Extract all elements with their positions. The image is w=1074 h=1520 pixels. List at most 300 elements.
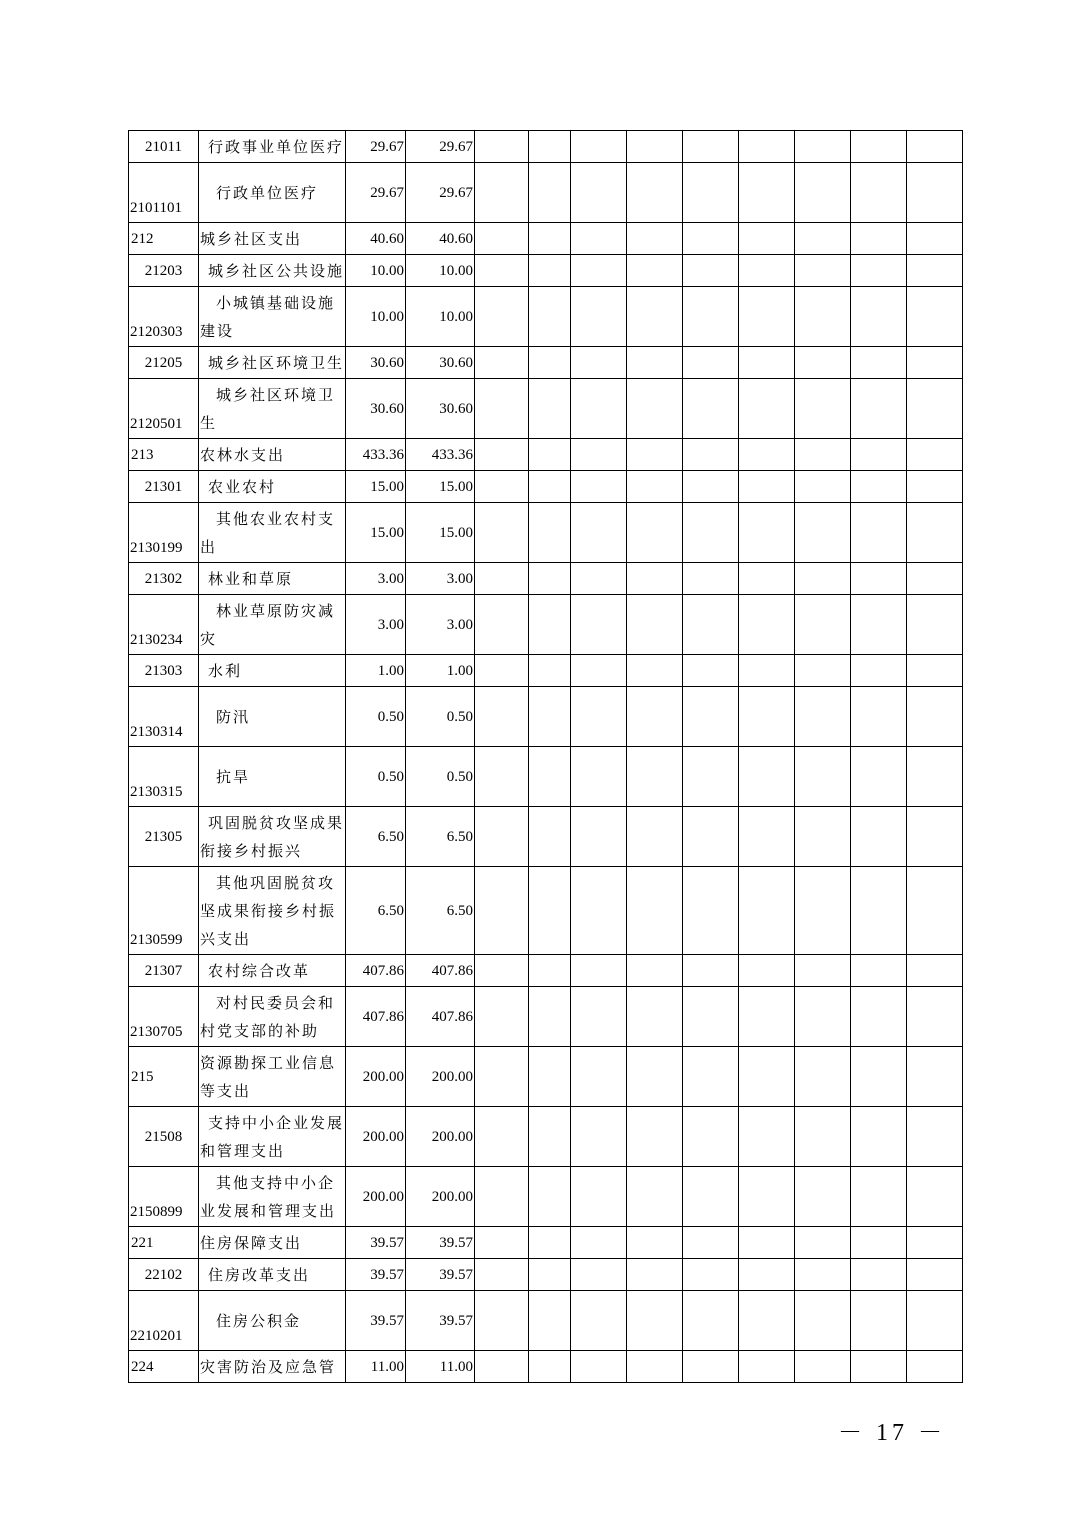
empty-cell [529, 347, 571, 379]
empty-cell [795, 563, 851, 595]
total-amount-cell: 30.60 [346, 347, 406, 379]
empty-cell [907, 955, 963, 987]
empty-cell [683, 955, 739, 987]
subject-code-cell: 22102 [129, 1259, 199, 1291]
amount-cell: 15.00 [406, 503, 475, 563]
subject-name-cell: 灾害防治及应急管 [199, 1351, 346, 1383]
empty-cell [795, 655, 851, 687]
total-amount-cell: 0.50 [346, 747, 406, 807]
empty-cell [475, 807, 529, 867]
amount-cell: 200.00 [406, 1047, 475, 1107]
empty-cell [475, 347, 529, 379]
empty-cell [571, 1259, 627, 1291]
empty-cell [795, 1047, 851, 1107]
empty-cell [529, 807, 571, 867]
empty-cell [529, 439, 571, 471]
subject-name-cell: 城乡社区环境卫生 [199, 347, 346, 379]
empty-cell [475, 955, 529, 987]
empty-cell [529, 379, 571, 439]
empty-cell [907, 867, 963, 955]
empty-cell [851, 1351, 907, 1383]
empty-cell [851, 807, 907, 867]
empty-cell [571, 255, 627, 287]
amount-cell: 11.00 [406, 1351, 475, 1383]
empty-cell [683, 687, 739, 747]
subject-code-cell: 2150899 [129, 1167, 199, 1227]
empty-cell [739, 1167, 795, 1227]
empty-cell [739, 655, 795, 687]
amount-cell: 10.00 [406, 287, 475, 347]
table-row [129, 655, 963, 687]
empty-cell [907, 655, 963, 687]
empty-cell [627, 347, 683, 379]
table-row [129, 223, 963, 255]
empty-cell [529, 1227, 571, 1259]
table-row [129, 867, 963, 955]
table-row [129, 807, 963, 867]
budget-table-body [129, 131, 963, 1383]
amount-cell: 30.60 [406, 379, 475, 439]
empty-cell [683, 1047, 739, 1107]
amount-cell: 407.86 [406, 987, 475, 1047]
empty-cell [627, 955, 683, 987]
empty-cell [795, 1351, 851, 1383]
empty-cell [907, 1259, 963, 1291]
empty-cell [795, 347, 851, 379]
total-amount-cell: 407.86 [346, 955, 406, 987]
empty-cell [475, 687, 529, 747]
empty-cell [907, 439, 963, 471]
amount-cell: 200.00 [406, 1107, 475, 1167]
empty-cell [851, 987, 907, 1047]
empty-cell [907, 131, 963, 163]
table-row [129, 1107, 963, 1167]
empty-cell [683, 379, 739, 439]
empty-cell [795, 867, 851, 955]
empty-cell [795, 287, 851, 347]
amount-cell: 29.67 [406, 131, 475, 163]
empty-cell [571, 987, 627, 1047]
subject-code-cell: 2130599 [129, 867, 199, 955]
empty-cell [475, 255, 529, 287]
total-amount-cell: 29.67 [346, 163, 406, 223]
empty-cell [529, 287, 571, 347]
subject-code-cell: 21011 [129, 131, 199, 163]
empty-cell [851, 471, 907, 503]
subject-code-cell: 213 [129, 439, 199, 471]
empty-cell [851, 287, 907, 347]
amount-cell: 39.57 [406, 1227, 475, 1259]
empty-cell [571, 1227, 627, 1259]
empty-cell [683, 503, 739, 563]
amount-cell: 3.00 [406, 595, 475, 655]
empty-cell [627, 379, 683, 439]
total-amount-cell: 39.57 [346, 1227, 406, 1259]
empty-cell [851, 1047, 907, 1107]
empty-cell [475, 287, 529, 347]
subject-name-cell: 住房保障支出 [199, 1227, 346, 1259]
empty-cell [739, 1291, 795, 1351]
empty-cell [907, 1351, 963, 1383]
table-row [129, 347, 963, 379]
empty-cell [683, 1107, 739, 1167]
empty-cell [739, 471, 795, 503]
empty-cell [475, 747, 529, 807]
subject-name-cell: 城乡社区环境卫生 [199, 379, 346, 439]
empty-cell [739, 503, 795, 563]
empty-cell [475, 595, 529, 655]
empty-cell [739, 595, 795, 655]
empty-cell [795, 955, 851, 987]
amount-cell: 0.50 [406, 747, 475, 807]
subject-name-cell: 住房改革支出 [199, 1259, 346, 1291]
empty-cell [627, 867, 683, 955]
amount-cell: 39.57 [406, 1259, 475, 1291]
subject-code-cell: 2101101 [129, 163, 199, 223]
empty-cell [795, 503, 851, 563]
empty-cell [627, 131, 683, 163]
empty-cell [475, 503, 529, 563]
empty-cell [851, 255, 907, 287]
table-row [129, 595, 963, 655]
subject-name-cell: 防汛 [199, 687, 346, 747]
subject-name-cell: 对村民委员会和村党支部的补助 [199, 987, 346, 1047]
empty-cell [475, 1351, 529, 1383]
table-row [129, 131, 963, 163]
empty-cell [683, 439, 739, 471]
empty-cell [683, 1351, 739, 1383]
empty-cell [475, 987, 529, 1047]
empty-cell [627, 747, 683, 807]
total-amount-cell: 200.00 [346, 1047, 406, 1107]
total-amount-cell: 40.60 [346, 223, 406, 255]
empty-cell [851, 439, 907, 471]
empty-cell [475, 1167, 529, 1227]
table-row [129, 379, 963, 439]
amount-cell: 6.50 [406, 867, 475, 955]
empty-cell [683, 867, 739, 955]
table-row [129, 287, 963, 347]
total-amount-cell: 29.67 [346, 131, 406, 163]
empty-cell [795, 687, 851, 747]
empty-cell [627, 471, 683, 503]
empty-cell [739, 223, 795, 255]
subject-name-cell: 抗旱 [199, 747, 346, 807]
empty-cell [627, 1167, 683, 1227]
subject-code-cell: 2130314 [129, 687, 199, 747]
empty-cell [627, 595, 683, 655]
empty-cell [475, 131, 529, 163]
empty-cell [739, 1107, 795, 1167]
subject-code-cell: 2130315 [129, 747, 199, 807]
empty-cell [739, 379, 795, 439]
empty-cell [683, 1291, 739, 1351]
subject-name-cell: 农林水支出 [199, 439, 346, 471]
empty-cell [475, 471, 529, 503]
subject-code-cell: 21301 [129, 471, 199, 503]
total-amount-cell: 3.00 [346, 595, 406, 655]
empty-cell [627, 1259, 683, 1291]
empty-cell [683, 987, 739, 1047]
empty-cell [739, 687, 795, 747]
empty-cell [683, 131, 739, 163]
empty-cell [571, 223, 627, 255]
table-row [129, 1351, 963, 1383]
empty-cell [627, 807, 683, 867]
empty-cell [851, 1227, 907, 1259]
subject-name-cell: 小城镇基础设施建设 [199, 287, 346, 347]
empty-cell [475, 223, 529, 255]
empty-cell [627, 163, 683, 223]
empty-cell [851, 595, 907, 655]
total-amount-cell: 200.00 [346, 1167, 406, 1227]
empty-cell [907, 687, 963, 747]
empty-cell [475, 439, 529, 471]
empty-cell [475, 379, 529, 439]
empty-cell [795, 1227, 851, 1259]
empty-cell [683, 1167, 739, 1227]
empty-cell [739, 1047, 795, 1107]
subject-code-cell: 2130199 [129, 503, 199, 563]
empty-cell [795, 379, 851, 439]
empty-cell [529, 163, 571, 223]
empty-cell [475, 163, 529, 223]
empty-cell [627, 503, 683, 563]
amount-cell: 1.00 [406, 655, 475, 687]
empty-cell [739, 347, 795, 379]
empty-cell [627, 655, 683, 687]
table-row [129, 1047, 963, 1107]
empty-cell [795, 131, 851, 163]
empty-cell [851, 163, 907, 223]
empty-cell [795, 255, 851, 287]
subject-name-cell: 行政事业单位医疗 [199, 131, 346, 163]
empty-cell [795, 1291, 851, 1351]
subject-code-cell: 21205 [129, 347, 199, 379]
subject-name-cell: 水利 [199, 655, 346, 687]
empty-cell [683, 807, 739, 867]
amount-cell: 3.00 [406, 563, 475, 595]
subject-name-cell: 其他农业农村支出 [199, 503, 346, 563]
empty-cell [739, 987, 795, 1047]
empty-cell [907, 595, 963, 655]
subject-name-cell: 林业草原防灾减灾 [199, 595, 346, 655]
subject-code-cell: 2120303 [129, 287, 199, 347]
table-row [129, 747, 963, 807]
total-amount-cell: 15.00 [346, 471, 406, 503]
empty-cell [851, 687, 907, 747]
amount-cell: 407.86 [406, 955, 475, 987]
table-row [129, 439, 963, 471]
empty-cell [529, 955, 571, 987]
empty-cell [571, 379, 627, 439]
empty-cell [907, 1291, 963, 1351]
empty-cell [571, 807, 627, 867]
subject-code-cell: 21302 [129, 563, 199, 595]
empty-cell [739, 1351, 795, 1383]
total-amount-cell: 15.00 [346, 503, 406, 563]
empty-cell [683, 287, 739, 347]
subject-code-cell: 212 [129, 223, 199, 255]
empty-cell [795, 747, 851, 807]
amount-cell: 433.36 [406, 439, 475, 471]
empty-cell [851, 655, 907, 687]
empty-cell [739, 955, 795, 987]
total-amount-cell: 3.00 [346, 563, 406, 595]
budget-table [128, 130, 963, 1383]
empty-cell [627, 563, 683, 595]
empty-cell [571, 439, 627, 471]
empty-cell [683, 1259, 739, 1291]
subject-name-cell: 支持中小企业发展和管理支出 [199, 1107, 346, 1167]
total-amount-cell: 6.50 [346, 807, 406, 867]
empty-cell [571, 1047, 627, 1107]
empty-cell [627, 1291, 683, 1351]
empty-cell [907, 747, 963, 807]
empty-cell [795, 439, 851, 471]
empty-cell [907, 287, 963, 347]
empty-cell [907, 223, 963, 255]
page-number: － 17 － [838, 1420, 946, 1446]
subject-code-cell: 21303 [129, 655, 199, 687]
empty-cell [683, 255, 739, 287]
empty-cell [683, 1227, 739, 1259]
subject-code-cell: 2210201 [129, 1291, 199, 1351]
empty-cell [683, 223, 739, 255]
empty-cell [475, 1047, 529, 1107]
total-amount-cell: 39.57 [346, 1291, 406, 1351]
empty-cell [907, 1227, 963, 1259]
subject-name-cell: 巩固脱贫攻坚成果衔接乡村振兴 [199, 807, 346, 867]
total-amount-cell: 10.00 [346, 255, 406, 287]
empty-cell [739, 439, 795, 471]
empty-cell [795, 163, 851, 223]
subject-name-cell: 其他巩固脱贫攻坚成果衔接乡村振兴支出 [199, 867, 346, 955]
empty-cell [907, 987, 963, 1047]
empty-cell [739, 163, 795, 223]
empty-cell [795, 595, 851, 655]
empty-cell [529, 1259, 571, 1291]
empty-cell [571, 471, 627, 503]
empty-cell [795, 223, 851, 255]
subject-name-cell: 行政单位医疗 [199, 163, 346, 223]
subject-name-cell: 农村综合改革 [199, 955, 346, 987]
empty-cell [571, 655, 627, 687]
empty-cell [627, 287, 683, 347]
empty-cell [627, 687, 683, 747]
empty-cell [851, 223, 907, 255]
empty-cell [851, 867, 907, 955]
empty-cell [683, 471, 739, 503]
total-amount-cell: 10.00 [346, 287, 406, 347]
empty-cell [683, 595, 739, 655]
empty-cell [795, 807, 851, 867]
table-row [129, 1227, 963, 1259]
empty-cell [627, 439, 683, 471]
subject-code-cell: 21508 [129, 1107, 199, 1167]
empty-cell [851, 747, 907, 807]
empty-cell [529, 1291, 571, 1351]
empty-cell [529, 867, 571, 955]
empty-cell [529, 987, 571, 1047]
subject-name-cell: 林业和草原 [199, 563, 346, 595]
empty-cell [795, 471, 851, 503]
subject-name-cell: 农业农村 [199, 471, 346, 503]
table-row [129, 1291, 963, 1351]
total-amount-cell: 433.36 [346, 439, 406, 471]
empty-cell [907, 347, 963, 379]
amount-cell: 200.00 [406, 1167, 475, 1227]
subject-name-cell: 城乡社区公共设施 [199, 255, 346, 287]
empty-cell [851, 347, 907, 379]
total-amount-cell: 407.86 [346, 987, 406, 1047]
empty-cell [851, 1291, 907, 1351]
empty-cell [475, 1227, 529, 1259]
empty-cell [739, 867, 795, 955]
empty-cell [851, 503, 907, 563]
empty-cell [571, 1351, 627, 1383]
subject-code-cell: 2120501 [129, 379, 199, 439]
table-row [129, 1167, 963, 1227]
subject-code-cell: 215 [129, 1047, 199, 1107]
empty-cell [571, 1291, 627, 1351]
empty-cell [851, 131, 907, 163]
subject-code-cell: 2130705 [129, 987, 199, 1047]
empty-cell [529, 1107, 571, 1167]
empty-cell [627, 1107, 683, 1167]
empty-cell [571, 503, 627, 563]
empty-cell [683, 563, 739, 595]
table-row [129, 563, 963, 595]
amount-cell: 30.60 [406, 347, 475, 379]
subject-name-cell: 城乡社区支出 [199, 223, 346, 255]
table-row [129, 255, 963, 287]
empty-cell [529, 471, 571, 503]
subject-code-cell: 221 [129, 1227, 199, 1259]
empty-cell [475, 1259, 529, 1291]
empty-cell [571, 687, 627, 747]
empty-cell [851, 1259, 907, 1291]
empty-cell [627, 987, 683, 1047]
empty-cell [571, 595, 627, 655]
empty-cell [739, 1259, 795, 1291]
total-amount-cell: 30.60 [346, 379, 406, 439]
empty-cell [529, 747, 571, 807]
empty-cell [739, 287, 795, 347]
empty-cell [907, 1167, 963, 1227]
table-row [129, 687, 963, 747]
empty-cell [571, 287, 627, 347]
empty-cell [739, 131, 795, 163]
empty-cell [795, 987, 851, 1047]
empty-cell [627, 223, 683, 255]
empty-cell [683, 347, 739, 379]
empty-cell [683, 163, 739, 223]
empty-cell [475, 563, 529, 595]
table-row [129, 1259, 963, 1291]
table-row [129, 163, 963, 223]
empty-cell [627, 1047, 683, 1107]
empty-cell [571, 163, 627, 223]
subject-code-cell: 21305 [129, 807, 199, 867]
total-amount-cell: 0.50 [346, 687, 406, 747]
empty-cell [475, 1107, 529, 1167]
empty-cell [739, 255, 795, 287]
total-amount-cell: 6.50 [346, 867, 406, 955]
empty-cell [907, 255, 963, 287]
subject-name-cell: 住房公积金 [199, 1291, 346, 1351]
amount-cell: 0.50 [406, 687, 475, 747]
